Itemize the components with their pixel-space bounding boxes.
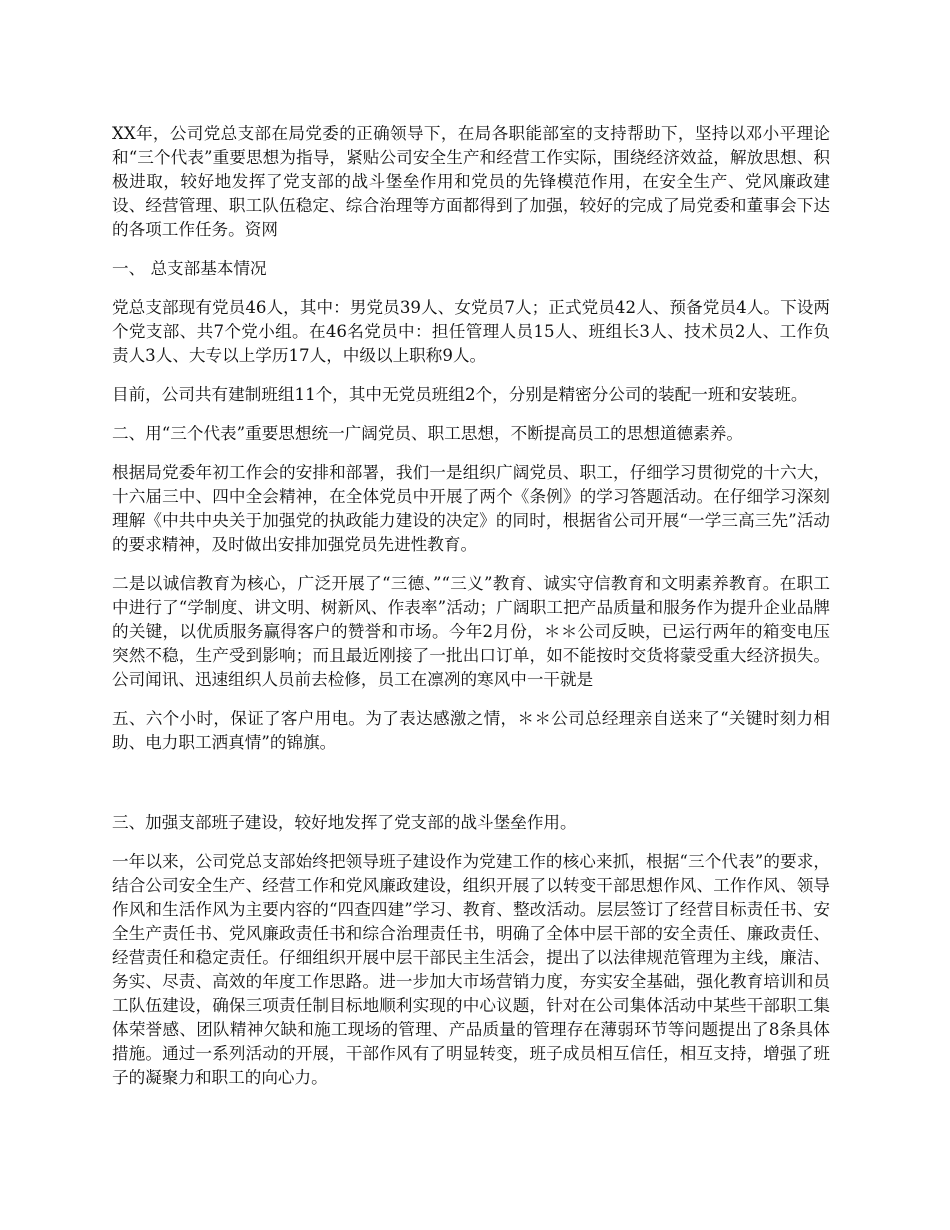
document-body [112, 122, 830, 1105]
section-heading-2: 二、用“三个代表”重要思想统一广阔党员、职工思想，不断提高员工的思想道德素养。 [112, 424, 743, 443]
paragraph-teams: 目前，公司共有建制班组11个，其中无党员班组2个，分别是精密分公司的装配一班和安装班。 [112, 385, 808, 404]
paragraph-banner: 五、六个小时，保证了客户用电。为了表达感激之情，＊＊公司总经理亲自送来了“关键时刻力相助、电力职工洒真情”的锦旗。 [112, 709, 830, 752]
paragraph-member-stats: 党总支部现有党员46人，其中：男党员39人、女党员7人；正式党员42人、预备党员4人。下设两个党支部、共7个党小组。在46名党员中：担任管理人员15人、班组长3人、技术员2人、工作负责人3人、大专以上学历17人，中级以上职称9人。 [112, 298, 830, 365]
section-heading-3: 三、加强支部班子建设，较好地发挥了党支部的战斗堡垒作用。 [112, 813, 577, 832]
section-heading-1: 一、 总支部基本情况 [112, 259, 267, 278]
paragraph-integrity: 二是以诚信教育为核心，广泛开展了“三德、”“三义”教育、诚实守信教育和文明素养教育。在职工中进行了“学制度、讲文明、树新风、作表率”活动；广阔职工把产品质量和服务作为提升企业品牌的关键，以优质服务赢得客户的赞誉和市场。今年2月份，＊＊公司反映，已运行两年的箱变电压突然不稳，生产受到影响；而且最近刚接了一批出口订单，如不能按时交货将蒙受重大经济损失。公司闻讯、迅速组织人员前去检修，员工在凛冽的寒风中一干就是 [112, 574, 830, 689]
paragraph-leadership: 一年以来，公司党总支部始终把领导班子建设作为党建工作的核心来抓，根据“三个代表”的要求，结合公司安全生产、经营工作和党风廉政建设，组织开展了以转变干部思想作风、工作作风、领导作风和生活作风为主要内容的“四查四建”学习、教育、整改活动。层层签订了经营目标责任书、安全生产责任书、党风廉政责任书和综合治理责任书，明确了全体中层干部的安全责任、廉政责任、经营责任和稳定责任。仔细组织开展中层干部民主生活会，提出了以法律规范管理为主线，廉洁、务实、尽责、高效的年度工作思路。进一步加大市场营销力度，夯实安全基础，强化教育培训和员工队伍建设，确保三项责任制目标地顺利实现的中心议题，针对在公司集体活动中某些干部职工集体荣誉感、团队精神欠缺和施工现场的管理、产品质量的管理存在薄弱环节等问题提出了8条具体措施。通过一系列活动的开展，干部作风有了明显转变，班子成员相互信任，相互支持，增强了班子的凝聚力和职工的向心力。 [112, 852, 830, 1087]
paragraph-intro: XX年，公司党总支部在局党委的正确领导下，在局各职能部室的支持帮助下，坚持以邓小平理论和“三个代表”重要思想为指导，紧贴公司安全生产和经营工作实际，围绕经济效益，解放思想、积极进取，较好地发挥了党支部的战斗堡垒作用和党员的先锋模范作用，在安全生产、党风廉政建设、经营管理、职工队伍稳定、综合治理等方面都得到了加强，较好的完成了局党委和董事会下达的各项工作任务。资网 [112, 124, 830, 239]
paragraph-study: 根据局党委年初工作会的安排和部署，我们一是组织广阔党员、职工，仔细学习贯彻党的十六大，十六届三中、四中全会精神，在全体党员中开展了两个《条例》的学习答题活动。在仔细学习深刻理解《中共中央关于加强党的执政能力建设的决定》的同时，根据省公司开展“一学三高三先”活动的要求精神，及时做出安排加强党员先进性教育。 [112, 463, 830, 554]
